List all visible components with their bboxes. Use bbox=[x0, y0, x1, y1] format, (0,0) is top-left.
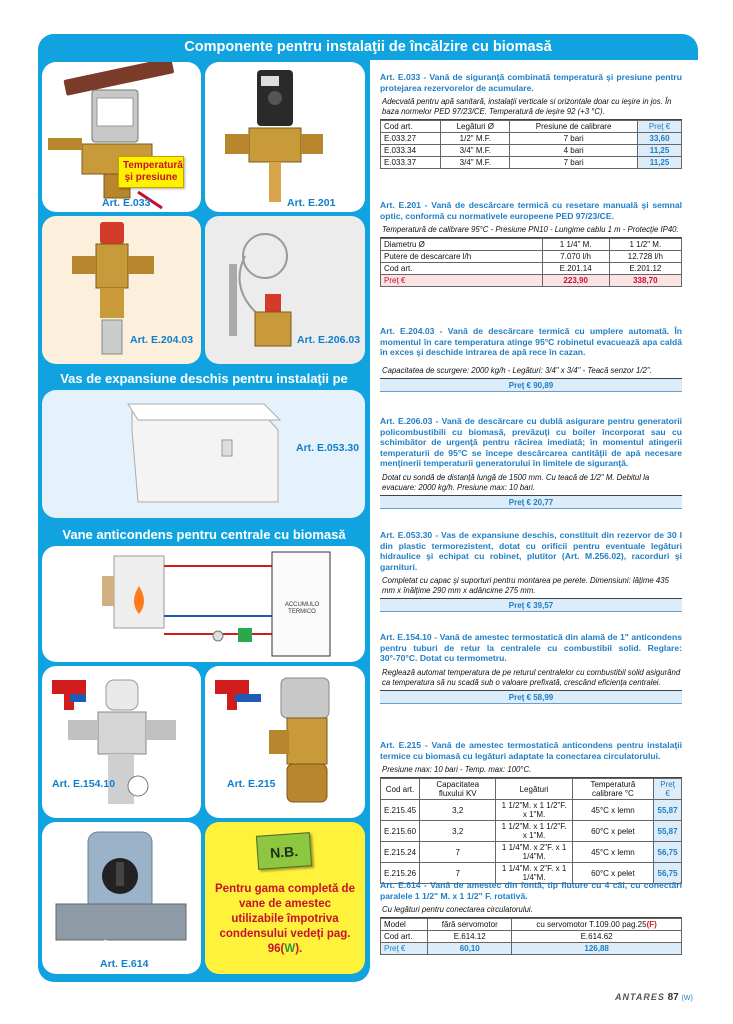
cell-conn: 1 1/2"M. x 1 1/2"F. x 1"M. bbox=[496, 800, 572, 821]
th-kv: Capacitatea fluxului KV bbox=[420, 779, 496, 800]
label-e614: Art. E.614 bbox=[100, 958, 149, 970]
price-bar: Preţ € 39,57 bbox=[380, 599, 682, 612]
cell-kv: 7 bbox=[420, 863, 496, 884]
table-row bbox=[381, 800, 682, 821]
panel-e15410 bbox=[42, 666, 201, 818]
product-title: Art. E.033 - Vană de siguranţă combinată temperatură şi presiune pentru protejarea rezervorelor de acumulare. bbox=[380, 72, 682, 93]
cell-value: fără servomotor bbox=[428, 919, 512, 931]
cell-price: 60,10 bbox=[428, 943, 512, 955]
page-number: 87 bbox=[667, 992, 679, 1003]
cell-value: 1 1/4" M. bbox=[542, 239, 609, 251]
product-desc: Presiune max: 10 bari - Temp. max: 100°C. bbox=[380, 763, 682, 778]
label-e215: Art. E.215 bbox=[227, 778, 276, 790]
th-legaturi: Legături Ø bbox=[441, 121, 510, 133]
cell-kv: 3,2 bbox=[420, 821, 496, 842]
product-e20403 bbox=[380, 326, 682, 392]
cell-temp: 45°C x lemn bbox=[572, 800, 653, 821]
panel-e20403 bbox=[42, 216, 201, 364]
nb-note-w: W bbox=[284, 943, 296, 955]
cell-price: 55,87 bbox=[654, 800, 682, 821]
page-title: Componente pentru instalaţii de încălzire cu biomasă bbox=[38, 34, 698, 60]
product-desc: Temperatură de calibrare 95°C - Presiune PN10 - Lungime cablu 1 m - Protecţie IP40. bbox=[380, 223, 682, 238]
cell-price: 33,60 bbox=[638, 133, 682, 145]
nb-note bbox=[213, 882, 357, 957]
label-e20403: Art. E.204.03 bbox=[130, 334, 194, 346]
table-row bbox=[381, 251, 682, 263]
cell-price: 223,90 bbox=[542, 275, 609, 287]
thermostatic-mixing-valve-image bbox=[42, 666, 201, 818]
table-row bbox=[381, 239, 682, 251]
cell-conn: 1 1/2"M. x 1 1/2"F. x 1"M. bbox=[496, 821, 572, 842]
price-row bbox=[381, 275, 682, 287]
table-e201 bbox=[380, 238, 682, 287]
cell-price: 55,87 bbox=[654, 821, 682, 842]
label-e033: Art. E.033 bbox=[102, 197, 151, 209]
nb-note-end: ). bbox=[295, 943, 303, 955]
table-row bbox=[381, 263, 682, 275]
panel-nb bbox=[205, 822, 365, 974]
butterfly-mixing-valve-image bbox=[42, 822, 201, 974]
cell-kv: 7 bbox=[420, 842, 496, 863]
cell-price: 11,25 bbox=[638, 157, 682, 169]
cell-code: E.215.45 bbox=[381, 800, 420, 821]
product-title: Art. E.201 - Vană de descărcare termică cu resetare manuală şi semnal optic, conformă cu normativele europeene PED 97/23/CE. bbox=[380, 200, 682, 221]
label-e20603: Art. E.206.03 bbox=[297, 334, 361, 346]
table-row bbox=[381, 133, 682, 145]
panel-e614 bbox=[42, 822, 201, 974]
th-cod: Cod art. bbox=[381, 121, 441, 133]
servomotor-ref: F bbox=[649, 920, 655, 929]
cell-price: 338,70 bbox=[609, 275, 681, 287]
product-desc: Capacitatea de scurgere: 2000 kg/h - Legături: 3/4" x 3/4" - Teacă senzor 1/2". bbox=[380, 364, 682, 379]
safety-valve-image bbox=[42, 62, 201, 212]
panel-e05330 bbox=[42, 390, 365, 518]
price-bar: Preţ € 20,77 bbox=[380, 496, 682, 509]
product-title: Art. E.614 - Vană de amestec din fontă, tip fluture cu 4 căi, cu conectări paralele 1 1/2" M. x 1 1/2" F. rotativă. bbox=[380, 880, 682, 901]
panel-e201 bbox=[205, 62, 365, 212]
product-desc: Reglează automat temperatura de pe returul centralelor cu combustibil solid asigurând ca temperatura să nu scadă sub o valoare prefixată, crescând eficienţa centralei. bbox=[380, 666, 682, 691]
product-e033 bbox=[380, 72, 682, 169]
product-title: Art. E.204.03 - Vană de descărcare termică cu umplere automată. În momentul în care temperatura atinge 95°C robinetul evacuează apa caldă în exces şi deschide intrarea de apă rece în cazan. bbox=[380, 326, 682, 357]
table-row bbox=[381, 145, 682, 157]
cell-value: 12.728 l/h bbox=[609, 251, 681, 263]
product-desc: Completat cu capac şi suporturi pentru montarea pe perete. Dimensiuni: lăţime 435 mm x înălţime 290 mm x adâncime 275 mm. bbox=[380, 574, 682, 599]
th-pret: Preţ € bbox=[654, 779, 682, 800]
cell-price: 56,75 bbox=[654, 863, 682, 884]
table-row bbox=[381, 842, 682, 863]
cell-code: E.215.60 bbox=[381, 821, 420, 842]
section-title-vas: Vas de expansiune deschis pentru instalaţii pe bbox=[60, 371, 348, 386]
label-e201: Art. E.201 bbox=[287, 197, 336, 209]
thermal-discharge-valve-image bbox=[205, 62, 365, 212]
product-e15410 bbox=[380, 632, 682, 704]
cell-temp: 60°C x pelet bbox=[572, 863, 653, 884]
page-footer bbox=[615, 992, 693, 1003]
temperature-pressure-tag: Temperatură şi presiune bbox=[118, 156, 184, 188]
section-title-vane: Vane anticondens pentru centrale cu biomasă bbox=[62, 527, 346, 542]
cell-value: E.201.12 bbox=[609, 263, 681, 275]
cell-label: Preţ € bbox=[381, 275, 543, 287]
label-e05330: Art. E.053.30 bbox=[296, 442, 360, 454]
cell-label: Cod art. bbox=[381, 263, 543, 275]
panel-e033 bbox=[42, 62, 201, 212]
cell-price: 11,25 bbox=[638, 145, 682, 157]
expansion-tank-image bbox=[42, 390, 365, 518]
cell-temp: 60°C x pelet bbox=[572, 821, 653, 842]
page-suffix: (W) bbox=[681, 995, 693, 1002]
cell-price: 56,75 bbox=[654, 842, 682, 863]
cell-label: Preţ € bbox=[381, 943, 428, 955]
table-header bbox=[381, 121, 682, 133]
th-legaturi: Legături bbox=[496, 779, 572, 800]
cell-kv: 3,2 bbox=[420, 800, 496, 821]
brand-logo: ANTARES bbox=[615, 992, 665, 1002]
nb-note-text: Pentru gama completă de vane de amestec utilizabile împotriva condensului vedeţi pag. 96( bbox=[215, 883, 355, 955]
table-row bbox=[381, 919, 682, 931]
price-bar: Preţ € 90,89 bbox=[380, 379, 682, 392]
cell-pressure: 4 bari bbox=[510, 145, 638, 157]
table-header bbox=[381, 779, 682, 800]
price-bar: Preţ € 58,99 bbox=[380, 691, 682, 704]
cell-value: E.614.62 bbox=[512, 931, 682, 943]
table-row bbox=[381, 157, 682, 169]
product-title: Art. E.215 - Vană de amestec termostatică anticondens pentru instalaţii termice cu biomasă cu legături adaptate la conectarea circulatorului. bbox=[380, 740, 682, 761]
product-desc: Adecvată pentru apă sanitară, instalaţii verticale si orizontale doar cu ieşire in jos. În baza normelor PED 97/23/CE. Temperatură de ieşire 92 (+3 °C). bbox=[380, 95, 682, 120]
cell-value: 7.070 l/h bbox=[542, 251, 609, 263]
table-e033 bbox=[380, 120, 682, 169]
product-e215 bbox=[380, 740, 682, 884]
cell-conn: 3/4" M.F. bbox=[441, 157, 510, 169]
cell-code: E.215.24 bbox=[381, 842, 420, 863]
table-e614 bbox=[380, 918, 682, 955]
cell-code: E.033.37 bbox=[381, 157, 441, 169]
cell-label: Diametru Ø bbox=[381, 239, 543, 251]
cell-price: 126,88 bbox=[512, 943, 682, 955]
table-row bbox=[381, 821, 682, 842]
cell-value: E.614.12 bbox=[428, 931, 512, 943]
product-e614 bbox=[380, 880, 682, 955]
panel-e215 bbox=[205, 666, 365, 818]
panel-system-diagram bbox=[42, 546, 365, 662]
cell-value: cu servomotor T.109.00 pag.25(F) bbox=[512, 919, 682, 931]
product-desc: Dotat cu sondă de distanţă lungă de 1500 mm. Cu teacă de 1/2" M. Debitul la evacuare: 2000 kg/h. Presiune max: 10 bari. bbox=[380, 471, 682, 496]
product-e201 bbox=[380, 200, 682, 287]
product-e20603 bbox=[380, 416, 682, 509]
cell-label: Model bbox=[381, 919, 428, 931]
cell-code: E.033.27 bbox=[381, 133, 441, 145]
cell-temp: 45°C x lemn bbox=[572, 842, 653, 863]
product-e05330 bbox=[380, 530, 682, 612]
th-pret: Preţ € bbox=[638, 121, 682, 133]
nb-badge: N.B. bbox=[256, 832, 312, 870]
product-desc: Cu legături pentru conectarea circulatorului. bbox=[380, 903, 682, 918]
servomotor-text: cu servomotor T.109.00 pag.25 bbox=[536, 920, 647, 929]
cell-conn: 1 1/4"M. x 2"F. x 1 1/4"M. bbox=[496, 863, 572, 884]
accumulo-label: ACCUMULO TERMICO bbox=[284, 602, 320, 615]
price-row bbox=[381, 943, 682, 955]
product-title: Art. E.154.10 - Vană de amestec termostatică din alamă de 1" anticondens pentru tuburi de retur la centralele cu combustibil solid. Reglare: 30°-70°C. Dotat cu termometru. bbox=[380, 632, 682, 663]
table-row bbox=[381, 931, 682, 943]
anticondensation-valve-image bbox=[205, 666, 365, 818]
cell-conn: 1 1/4"M. x 2"F. x 1 1/4"M. bbox=[496, 842, 572, 863]
cell-pressure: 7 bari bbox=[510, 157, 638, 169]
cell-code: E.215.26 bbox=[381, 863, 420, 884]
cell-code: E.033.34 bbox=[381, 145, 441, 157]
table-e215 bbox=[380, 778, 682, 884]
cell-label: Cod art. bbox=[381, 931, 428, 943]
th-cod: Cod art. bbox=[381, 779, 420, 800]
label-e15410: Art. E.154.10 bbox=[52, 778, 116, 790]
cell-value: E.201.14 bbox=[542, 263, 609, 275]
cell-conn: 3/4" M.F. bbox=[441, 145, 510, 157]
product-title: Art. E.206.03 - Vană de descărcare cu dublă asigurare pentru generatorii policombustibili cu biomasă, prevăzuţi cu boiler încorporat sau cu schimbător de urgenţă pentru răcirea imediată; în momentul atingerii temperaturii de 95°C se începe descărcarea cantităţii de apă necesare menţinerii temperaturii generatorului în limitele de siguranţă. bbox=[380, 416, 682, 468]
cell-value: 1 1/2" M. bbox=[609, 239, 681, 251]
product-title: Art. E.053.30 - Vas de expansiune deschis, constituit din rezervor de 30 l din plastic termorezistent, dotat cu orificii pentru eventuale legături hidraulice şi echipat cu robinet, plutitor (Art. M.256.02), racorduri şi garnituri. bbox=[380, 530, 682, 572]
panel-e20603 bbox=[205, 216, 365, 364]
cell-label: Putere de descarcare l/h bbox=[381, 251, 543, 263]
cell-conn: 1/2" M.F. bbox=[441, 133, 510, 145]
th-temp: Temperatură calibrare °C bbox=[572, 779, 653, 800]
th-presiune: Presiune de calibrare bbox=[510, 121, 638, 133]
cell-pressure: 7 bari bbox=[510, 133, 638, 145]
